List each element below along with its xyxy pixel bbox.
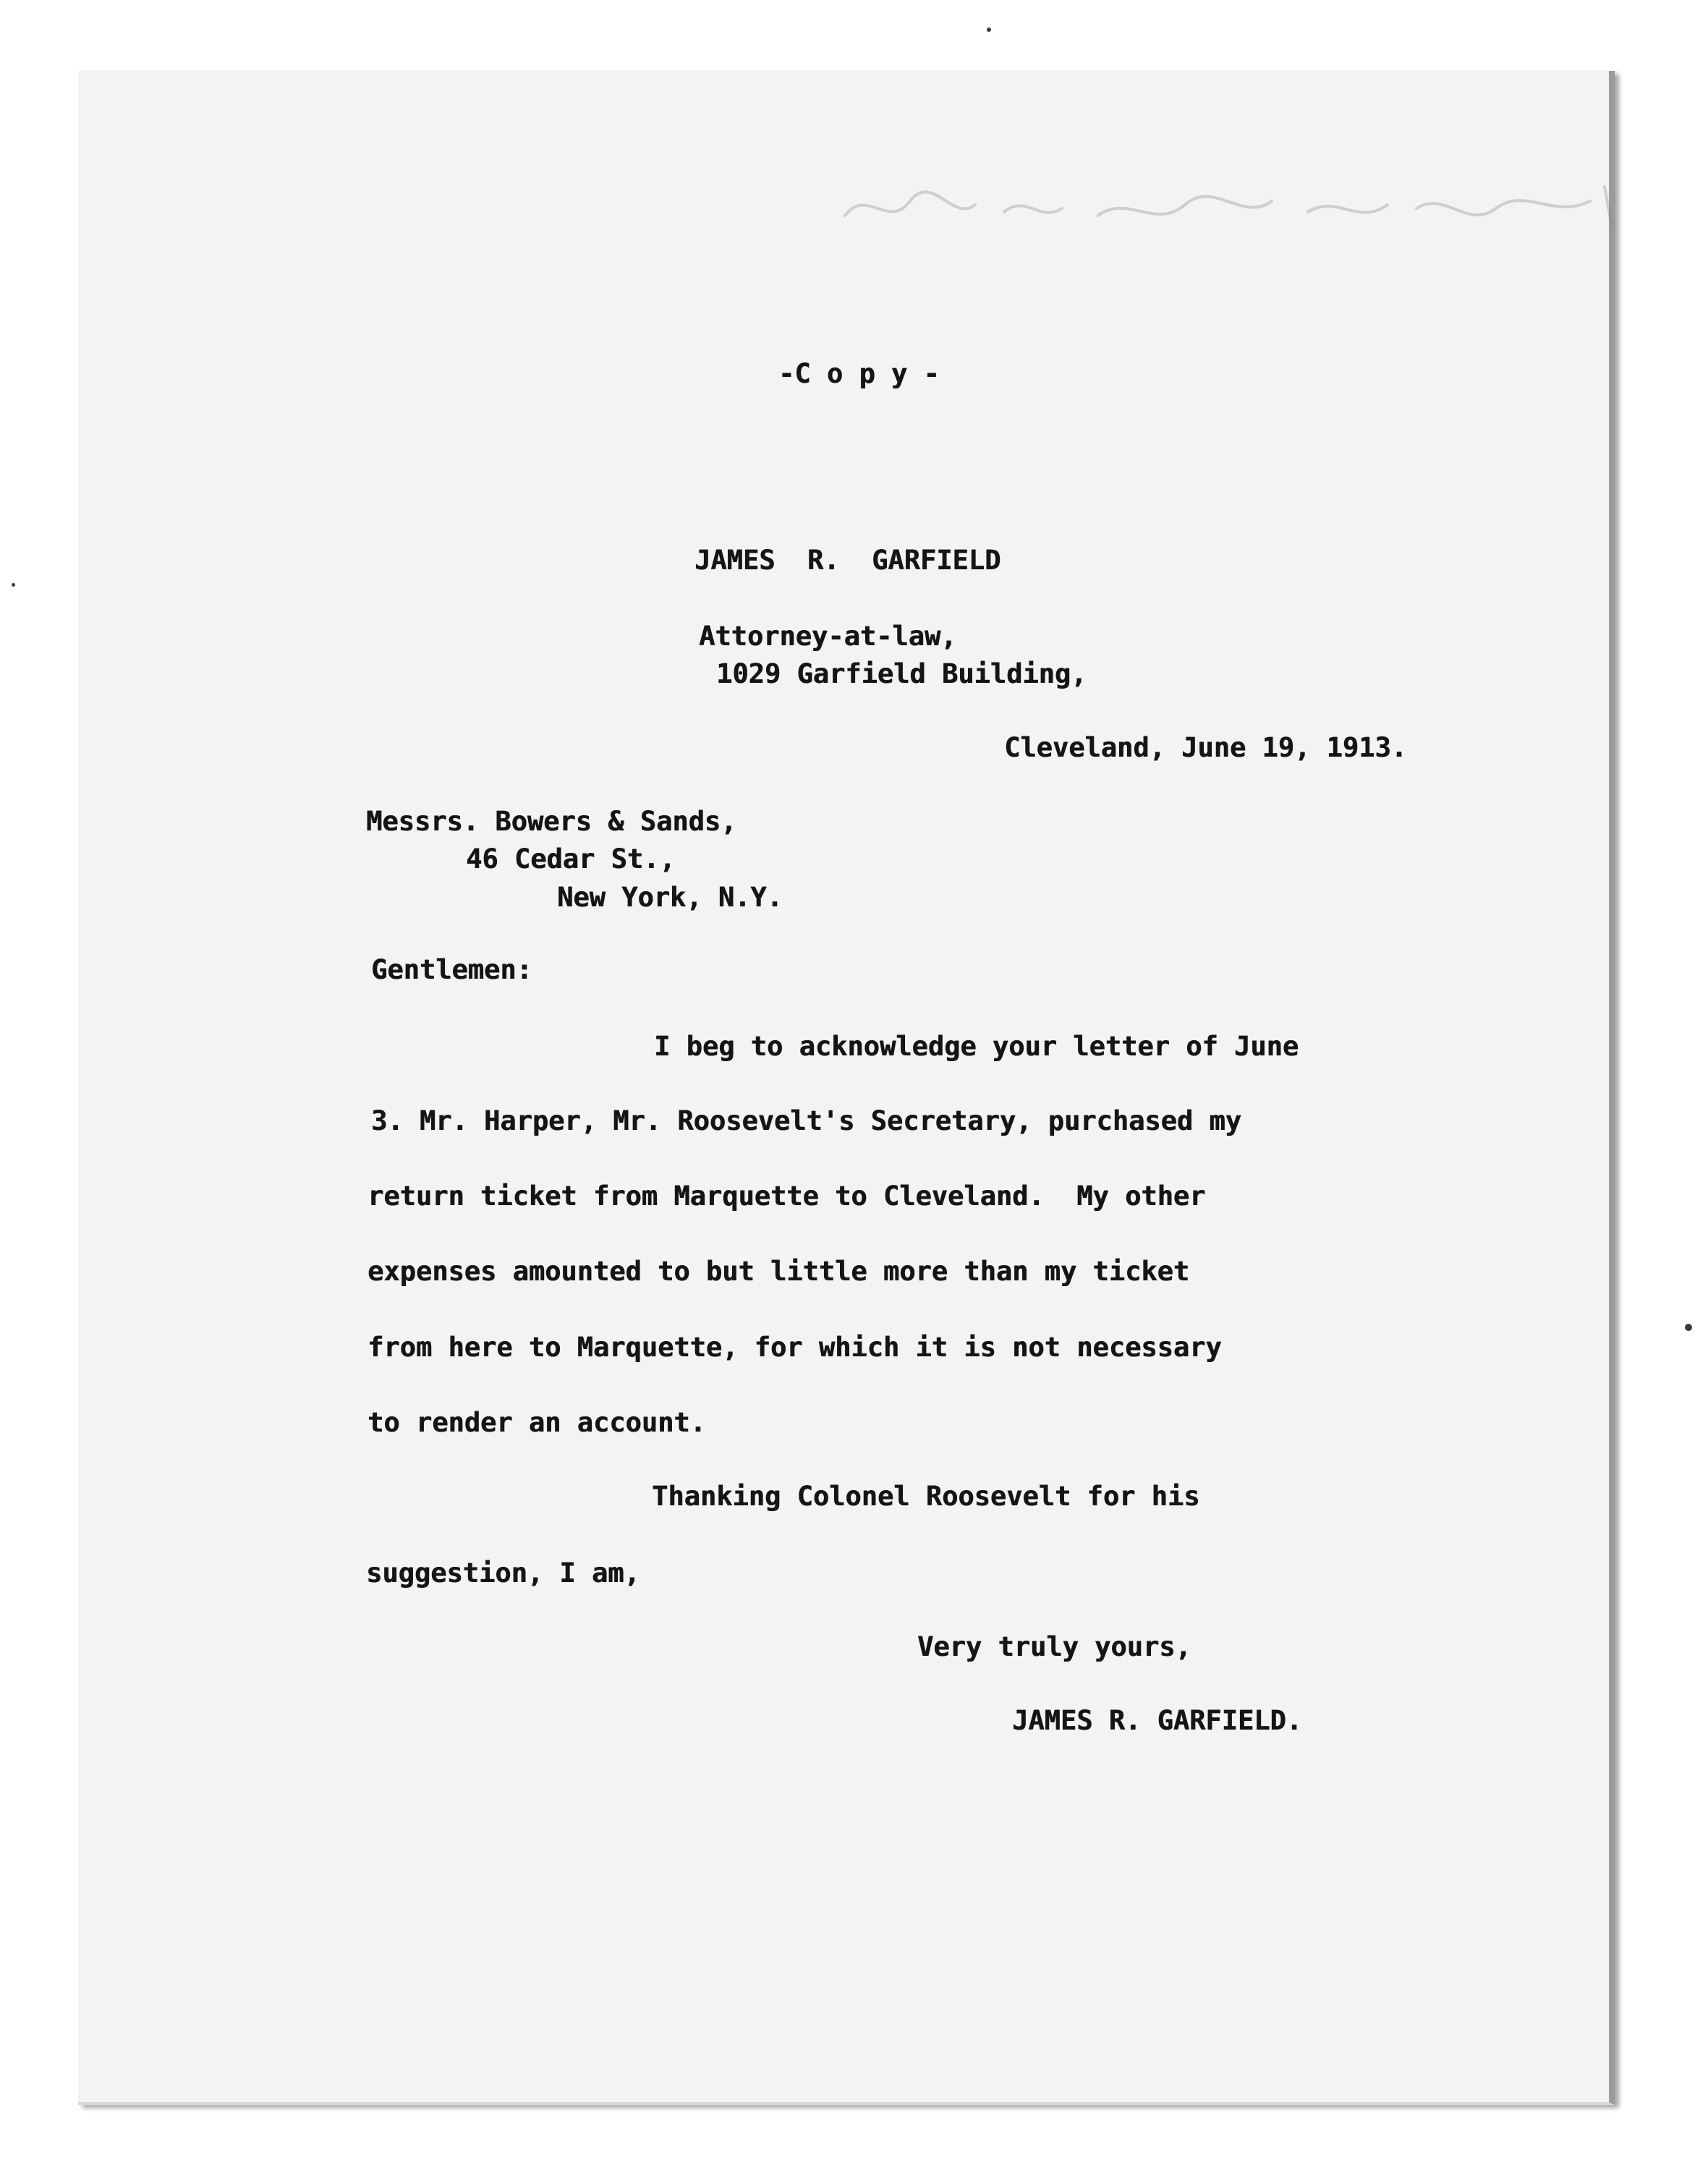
faint-handwritten-note	[838, 172, 1633, 237]
signature: JAMES R. GARFIELD.	[1012, 1705, 1302, 1736]
body-line: 3. Mr. Harper, Mr. Roosevelt's Secretary, purchased my	[371, 1105, 1241, 1136]
letterhead-name: JAMES R. GARFIELD	[694, 545, 1001, 576]
body-line: expenses amounted to but little more than my ticket	[367, 1256, 1190, 1287]
body-line: from here to Marquette, for which it is not necessary	[367, 1332, 1222, 1363]
dust-speck	[12, 583, 15, 587]
body-line: suggestion, I am,	[366, 1557, 640, 1589]
letter-sheet	[78, 71, 1615, 2105]
letterhead-title: Attorney-at-law,	[699, 621, 957, 652]
date-line: Cleveland, June 19, 1913.	[1004, 732, 1407, 763]
copy-mark: -C o p y -	[778, 358, 940, 389]
body-line: Thanking Colonel Roosevelt for his	[652, 1481, 1200, 1512]
salutation: Gentlemen:	[371, 954, 532, 985]
closing: Very truly yours,	[917, 1631, 1191, 1662]
body-line: to render an account.	[367, 1407, 706, 1438]
recipient-line-3: New York, N.Y.	[557, 882, 783, 913]
body-line: I beg to acknowledge your letter of June	[654, 1031, 1299, 1062]
dust-speck	[987, 27, 991, 32]
dust-speck	[1685, 1324, 1692, 1331]
letterhead-address: 1029 Garfield Building,	[716, 658, 1087, 689]
body-line: return ticket from Marquette to Cleveland. My other	[367, 1181, 1206, 1212]
recipient-line-2: 46 Cedar St.,	[466, 843, 676, 875]
recipient-line-1: Messrs. Bowers & Sands,	[366, 806, 737, 837]
